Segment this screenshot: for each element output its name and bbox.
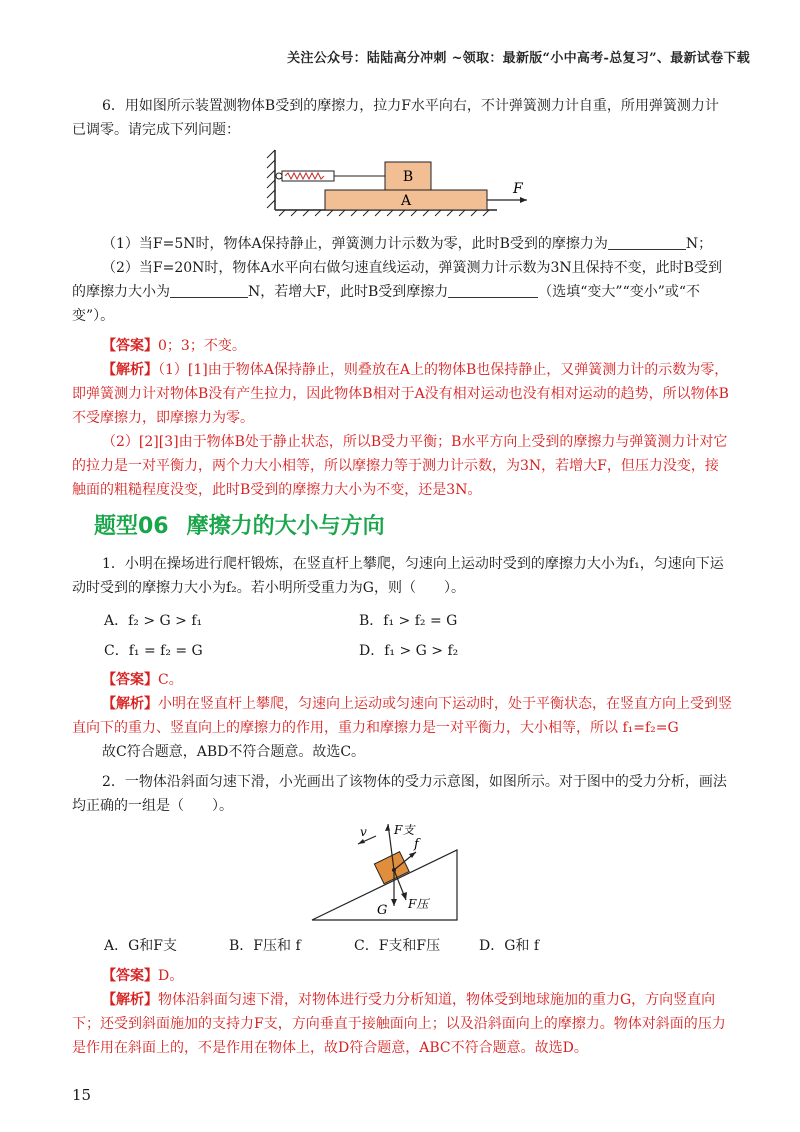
q1-analysis (72, 692, 732, 740)
velocity-arrowhead (358, 839, 365, 844)
q6-sub1-text: （1）当F=5N时，物体A保持静止，弹簧测力计示数为零，此时B受到的摩擦力为 (102, 236, 608, 252)
analysis-tag: 【解析】 (102, 362, 158, 378)
q2-analysis (72, 988, 732, 1060)
q6-analysis-1 (72, 358, 732, 430)
q2-option-a[interactable]: A．G和F支 (104, 938, 178, 954)
q6-sub2-text-a: （2）当F=20N时，物体A水平向右做匀速直线运动，弹簧测力计示数为3N且保持不变，此时B受到的摩擦力大小为 (72, 260, 722, 300)
q2-options (104, 934, 732, 958)
q6-blank-1[interactable] (608, 235, 686, 250)
incline-force-figure (302, 822, 502, 926)
fya-label: F压 (408, 897, 429, 911)
q6-analysis-1-text: （1）[1]由于物体A保持静止，则叠放在A上的物体B也保持静止，又弹簧测力计的示数为零，即弹簧测力计对物体B没有产生拉力，因此物体B相对于A没有相对运动也没有相对运动的趋势，所以物体B不受摩擦力，即摩擦力为零。 (72, 362, 729, 426)
answer-tag: 【答案】 (102, 672, 158, 688)
spring-scale (276, 171, 385, 181)
analysis-tag: 【解析】 (102, 992, 158, 1008)
section-heading (94, 512, 732, 542)
q1-options (104, 606, 732, 666)
q1-analysis-text: 小明在竖直杆上攀爬，匀速向上运动或匀速向下运动时，处于平衡状态，在竖直方向上受到竖直向下的重力、竖直向上的摩擦力的作用，重力和摩擦力是一对平衡力，大小相等，所以 f₁=f₂=G (72, 696, 732, 736)
q6-sub1-unit: N； (685, 236, 713, 252)
q2-option-b[interactable]: B．F压和 f (229, 938, 301, 954)
block-a-label: A (400, 193, 412, 209)
q6-blank-2[interactable] (170, 283, 248, 298)
page-header: 关注公众号：陆陆高分冲刺 ~领取：最新版“小中高考-总复习”、最新试卷下载 (287, 51, 750, 66)
q6-sub2 (72, 256, 732, 328)
q2-analysis-text: 物体沿斜面匀速下滑，对物体进行受力分析知道，物体受到地球施加的重力G，方向竖直向下；还受到斜面施加的支持力F支，方向垂直于接触面向上；以及沿斜面向上的摩擦力。物体对斜面的压力是作用在斜面上的，不是作用在物体上，故D符合题意，ABC不符合题意。故选D。 (72, 992, 726, 1056)
friction-label: f (414, 837, 419, 852)
gravity-label: G (377, 903, 388, 918)
q6-sub1 (72, 232, 732, 256)
velocity-label: v (360, 825, 367, 839)
q6-blank-3[interactable] (448, 283, 538, 298)
force-f-label: F (513, 181, 523, 197)
fya-arrowhead (401, 892, 407, 900)
q1-option-c[interactable]: C．f₁ = f₂ = G (104, 643, 203, 659)
force-f-arrowhead (520, 197, 527, 203)
q6-analysis-2: （2）[2][3]由于物体B处于静止状态，所以B受力平衡；B水平方向上受到的摩擦力与弹簧测力计对它的拉力是一对平衡力，两个力大小相等，所以摩擦力等于测力计示数，为3N，若增大F，但压力没变，接触面的粗糙程度没变，此时B受到的摩擦力大小为不变，还是3N。 (72, 434, 728, 498)
q6-answer-text: 0；3；不变。 (158, 338, 246, 354)
q1-answer (72, 668, 732, 692)
q6-sub2-text-b: N，若增大F，此时B受到摩擦力 (248, 284, 449, 300)
fzhi-arrowhead (385, 824, 390, 831)
q2-answer (72, 964, 732, 988)
q2-option-c[interactable]: C．F支和F压 (354, 938, 441, 954)
gravity-arrowhead (391, 899, 397, 906)
section-number: 题型06 (94, 514, 169, 539)
q1-stem: 1．小明在操场进行爬杆锻炼，在竖直杆上攀爬，匀速向上运动时受到的摩擦力大小为f₁，匀速向下运动时受到的摩擦力大小为f₂。若小明所受重力为G，则（ ）。 (72, 556, 724, 596)
ground-hatch (279, 210, 489, 216)
spring-scale-figure (257, 146, 547, 224)
q6-stem: 6．用如图所示装置测物体B受到的摩擦力，拉力F水平向右，不计弹簧测力计自重，所用弹簧测力计已调零。请完成下列问题： (72, 98, 719, 138)
q1-option-a[interactable]: A．f₂ > G > f₁ (104, 613, 203, 629)
section-title: 摩擦力的大小与方向 (186, 514, 385, 539)
block-b-label: B (402, 169, 414, 185)
fzhi-label: F支 (394, 823, 415, 837)
q2-option-d[interactable]: D．G和 f (479, 938, 540, 954)
q6-sub2-text-c: （选填“变大”“变小”或“不变”）。 (72, 284, 701, 324)
q2-stem: 2．一物体沿斜面匀速下滑，小光画出了该物体的受力示意图，如图所示。对于图中的受力分析，画法均正确的一组是（ ）。 (72, 774, 727, 814)
answer-tag: 【答案】 (102, 338, 158, 354)
analysis-tag: 【解析】 (102, 696, 158, 712)
page-content (72, 94, 732, 1060)
q1-answer-text: C。 (158, 672, 183, 688)
q6-answer (72, 334, 732, 358)
q2-answer-text: D。 (158, 968, 184, 984)
page-number: 15 (72, 1086, 92, 1104)
q1-conclusion: 故C符合题意，ABD不符合题意。故选C。 (102, 744, 366, 760)
q1-option-b[interactable]: B．f₁ > f₂ = G (359, 613, 458, 629)
q1-option-d[interactable]: D．f₁ > G > f₂ (359, 643, 459, 659)
wall-hatch (267, 150, 275, 208)
answer-tag: 【答案】 (102, 968, 158, 984)
